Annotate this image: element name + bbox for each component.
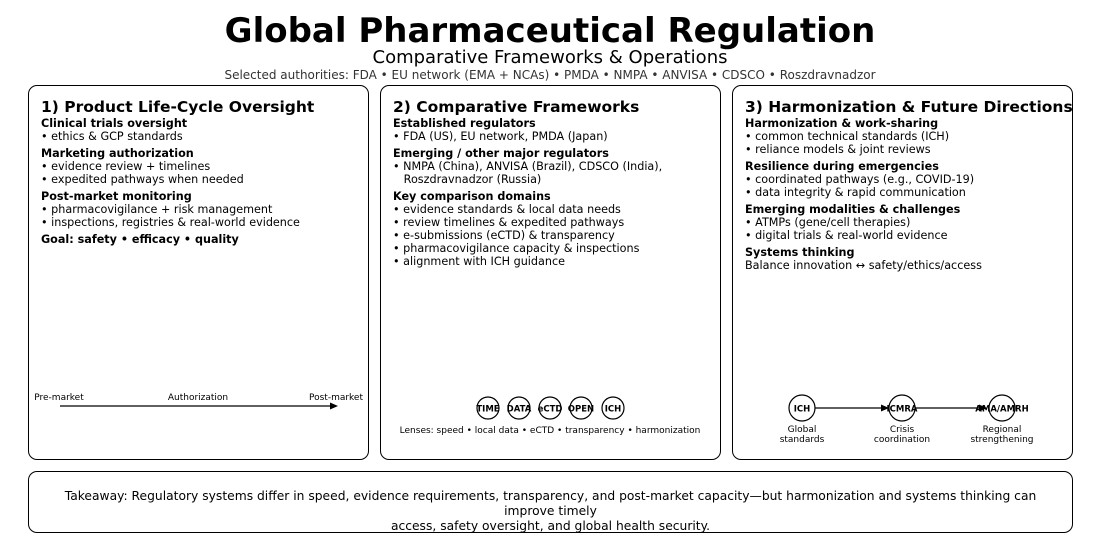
flow-node-caption: Global — [787, 425, 817, 435]
flow-node-caption: Crisis — [889, 425, 915, 435]
section-heading: Harmonization & work-sharing — [745, 117, 939, 130]
lens-label: TIME — [476, 404, 500, 415]
page-subtitle: Comparative Frameworks & Operations — [372, 47, 728, 68]
panel-title: 1) Product Life-Cycle Oversight — [41, 98, 315, 116]
bullet-item: • NMPA (China), ANVISA (Brazil), CDSCO (India), — [393, 160, 663, 173]
section-heading: Resilience during emergencies — [745, 160, 939, 173]
timeline-start-label: Pre-market — [34, 393, 84, 403]
flow-node-ich — [780, 395, 825, 445]
section-heading: Systems thinking — [745, 246, 855, 259]
panel-comparative — [380, 85, 721, 460]
bullet-item: • evidence review + timelines — [41, 160, 211, 173]
bullet-item: • reliance models & joint reviews — [745, 143, 931, 156]
bullet-item: • digital trials & real-world evidence — [745, 229, 948, 242]
section-heading: Marketing authorization — [41, 147, 194, 160]
flow-node-label: ICMRA — [886, 404, 918, 415]
lens-data — [507, 397, 532, 419]
flow-node-caption: strengthening — [970, 435, 1034, 445]
bullet-item: • inspections, registries & real-world evidence — [41, 216, 300, 229]
takeaway-box — [28, 471, 1073, 533]
flow-node-label: AMA/AMRH — [975, 404, 1029, 415]
flow-node-ama-amrh — [970, 395, 1033, 445]
flow-node-caption: coordination — [873, 435, 931, 445]
section-heading: Established regulators — [393, 117, 536, 130]
lens-ich — [602, 397, 624, 419]
flow-node-caption: standards — [779, 435, 825, 445]
timeline-arrow-head — [330, 403, 338, 410]
takeaway-line: Takeaway: Regulatory systems differ in speed, evidence requirements, transparency, and post-market capacity—but harmonization and systems thinking can improve timely — [64, 489, 1037, 518]
lens-open — [568, 397, 594, 419]
bullet-item: • coordinated pathways (e.g., COVID-19) — [745, 173, 975, 186]
bullet-item: • evidence standards & local data needs — [393, 203, 621, 216]
bullet-item: • common technical standards (ICH) — [745, 130, 950, 143]
panel-title: 2) Comparative Frameworks — [393, 98, 640, 116]
lens-label: eCTD — [537, 404, 563, 415]
lens-label: DATA — [506, 404, 532, 415]
section-heading: Clinical trials oversight — [41, 117, 188, 130]
takeaway-line: access, safety oversight, and global health security. — [390, 519, 711, 533]
panel-title: 3) Harmonization & Future Directions — [745, 98, 1073, 116]
lens-ectd — [538, 397, 563, 419]
bullet-item: • pharmacovigilance capacity & inspections — [393, 242, 640, 255]
flow-node-label: ICH — [793, 404, 811, 415]
bullet-item: Roszdravnadzor (Russia) — [393, 173, 542, 186]
section-heading: Post-market monitoring — [41, 190, 192, 203]
systems-thinking-text: Balance innovation ↔ safety/ethics/access — [745, 259, 982, 272]
harmonization-flow-diagram — [733, 86, 1074, 461]
flow-node-caption: Regional — [982, 425, 1022, 435]
lenses-diagram — [381, 86, 722, 461]
authorities-line: Selected authorities: FDA • EU network (EMA + NCAs) • PMDA • NMPA • ANVISA • CDSCO • Roszdravnadzor — [224, 68, 876, 82]
lenses-caption: Lenses: speed • local data • eCTD • transparency • harmonization — [399, 426, 701, 436]
timeline-middle-label: Authorization — [167, 393, 229, 403]
bullet-item: • e-submissions (eCTD) & transparency — [393, 229, 615, 242]
bullet-item: • alignment with ICH guidance — [393, 255, 565, 268]
goal-statement: Goal: safety • efficacy • quality — [41, 233, 239, 246]
bullet-item: • ATMPs (gene/cell therapies) — [745, 216, 911, 229]
bullet-item: • pharmacovigilance + risk management — [41, 203, 273, 216]
bullet-item: • data integrity & rapid communication — [745, 186, 966, 199]
timeline-end-label: Post-market — [308, 393, 364, 403]
panel-harmonization — [732, 85, 1073, 460]
lens-time — [476, 397, 499, 419]
panel-lifecycle — [28, 85, 369, 460]
timeline-diagram — [29, 86, 370, 461]
page-title: Global Pharmaceutical Regulation — [224, 11, 876, 51]
takeaway-text — [29, 489, 1072, 534]
bullet-item: • expedited pathways when needed — [41, 173, 244, 186]
section-heading: Emerging modalities & challenges — [745, 203, 961, 216]
bullet-item: • ethics & GCP standards — [41, 130, 183, 143]
bullet-item: • FDA (US), EU network, PMDA (Japan) — [393, 130, 608, 143]
section-heading: Key comparison domains — [393, 190, 551, 203]
bullet-item: • review timelines & expedited pathways — [393, 216, 625, 229]
lens-label: OPEN — [567, 404, 595, 415]
lens-label: ICH — [604, 404, 622, 415]
section-heading: Emerging / other major regulators — [393, 147, 609, 160]
flow-node-icmra — [874, 395, 930, 445]
